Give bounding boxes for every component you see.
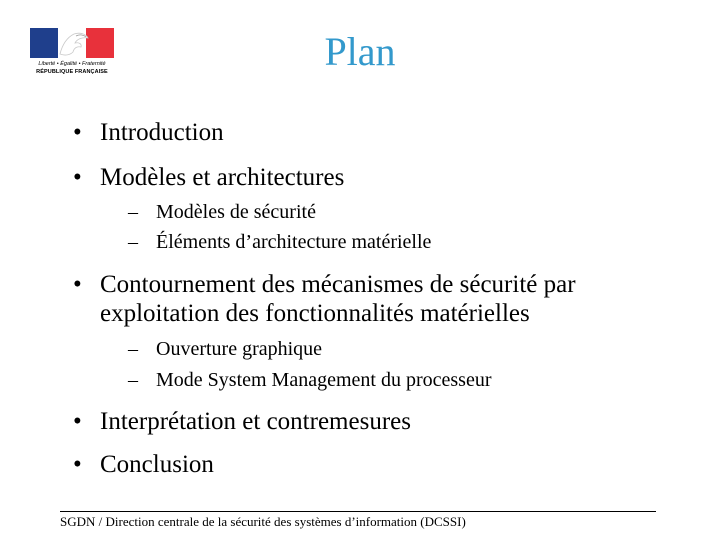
footer-divider	[60, 511, 656, 512]
footer-text: SGDN / Direction centrale de la sécurité des systèmes d’information (DCSSI)	[60, 514, 466, 529]
bullet-icon: •	[73, 164, 82, 191]
page-title: Plan	[324, 29, 396, 74]
sub-list-item-text: Éléments d’architecture matérielle	[156, 231, 432, 253]
marianne-logo-icon	[30, 28, 114, 60]
list-item-text: Contournement des mécanismes de sécurité par exploitation des fonctionnalités matérielles	[100, 271, 576, 327]
sub-list-item-text: Mode System Management du processeur	[156, 369, 492, 391]
dash-icon: –	[128, 231, 138, 253]
list-item-conclusion	[73, 450, 693, 479]
bullet-icon: •	[73, 119, 82, 146]
bullet-icon: •	[73, 451, 82, 478]
bullet-icon: •	[73, 271, 82, 298]
dash-icon: –	[128, 369, 138, 391]
list-item-text: Introduction	[100, 119, 224, 146]
list-item-models	[73, 163, 693, 192]
logo-country: RÉPUBLIQUE FRANÇAISE	[36, 69, 108, 75]
dash-icon: –	[128, 201, 138, 223]
sub-list-item-smm	[128, 368, 688, 392]
sub-list-item-text: Ouverture graphique	[156, 338, 323, 360]
bullet-icon: •	[73, 408, 82, 435]
sub-list-item-security-models	[128, 200, 688, 224]
list-item-interpretation	[73, 407, 693, 436]
list-item-text: Conclusion	[100, 451, 214, 478]
list-item-text: Interprétation et contremesures	[100, 408, 411, 435]
list-item-introduction	[73, 118, 693, 147]
sub-list-item-text: Modèles de sécurité	[156, 201, 316, 223]
list-item-bypass	[73, 270, 693, 328]
sub-list-item-graphics-aperture	[128, 337, 688, 361]
list-item-text: Modèles et architectures	[100, 164, 345, 191]
marianne-logo	[30, 28, 114, 80]
dash-icon: –	[128, 338, 138, 360]
sub-list-item-hardware-architecture	[128, 230, 688, 254]
logo-motto: Liberté • Égalité • Fraternité	[38, 61, 106, 67]
